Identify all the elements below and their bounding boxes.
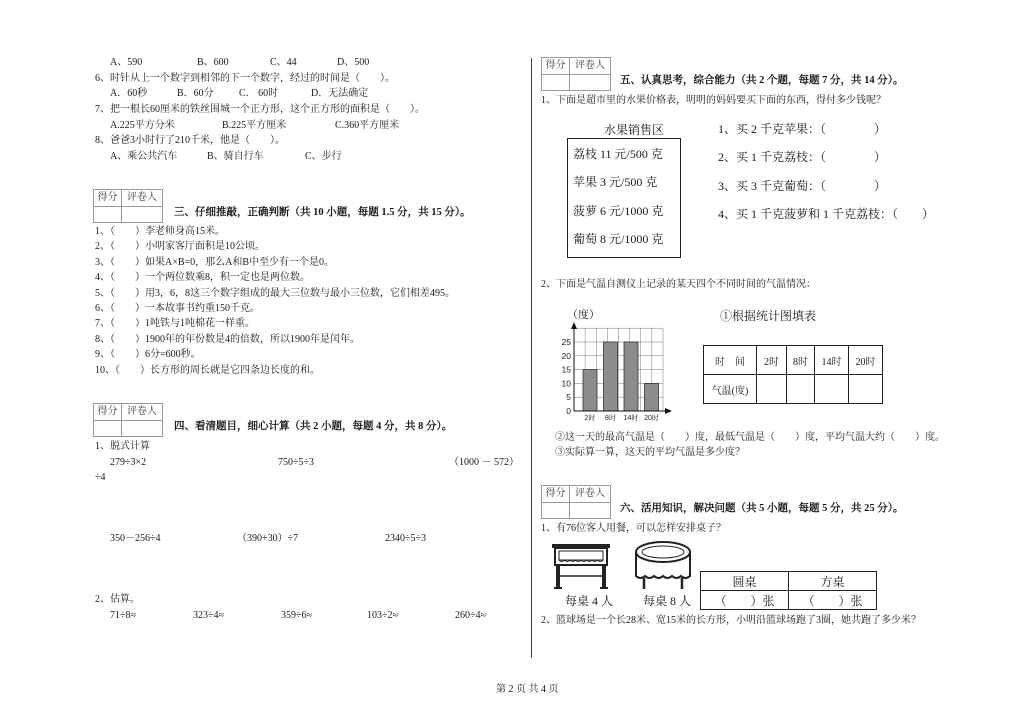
q5-option-b: B、600 — [197, 57, 229, 68]
grader-blank — [570, 75, 611, 91]
time-cell: 2时 — [757, 346, 787, 375]
price-subquestion: 3、买 3 千克葡萄：（ ） — [718, 179, 887, 193]
temperature-fill-table — [703, 345, 883, 404]
judgement-item: 5、（ ）用3，6，8这三个数字组成的最大三位数与最小三位数，它们相差495。 — [95, 288, 455, 299]
x-tick-label: 2时 — [584, 415, 596, 422]
q7-option-b: B.225平方厘米 — [222, 120, 287, 131]
answer-header-row — [701, 572, 877, 591]
temperature-answer-cell — [757, 375, 787, 404]
judgement-item: 8、（ ）1900年的年份数是4的倍数，所以1900年是闰年。 — [95, 334, 360, 345]
calc-expression: （1000 － 572） — [449, 457, 519, 468]
q8-option-a: A、乘公共汽车 — [110, 151, 178, 162]
estimate-expression: 323÷4≈ — [193, 610, 224, 621]
question-7: 7、把一根长60厘米的铁丝围城一个正方形，这个正方形的面积是（ ）。 — [95, 104, 425, 115]
temperature-subquestion-2: ②这一天的最高气温是（ ）度，最低气温是（ ）度，平均气温大约（ ）度。 — [555, 432, 945, 443]
square-table-icon — [551, 540, 611, 592]
judgement-item: 1、（ ）李老师身高15米。 — [95, 226, 225, 237]
time-row — [704, 346, 883, 375]
square-table-header: 方桌 — [789, 572, 877, 591]
time-cell: 20时 — [849, 346, 883, 375]
q6-option-b: B．60分 — [177, 88, 214, 99]
judgement-item: 6、（ ）一本故事书约重150千克。 — [95, 303, 260, 314]
x-tick-label: 8时 — [605, 415, 616, 422]
time-header-cell: 时 间 — [704, 346, 757, 375]
judgement-item: 3、（ ）如果A×B=0，那么A和B中至少有一个是0。 — [95, 257, 335, 268]
round-table-answer: （ ）张 — [701, 591, 789, 610]
score-box — [93, 189, 163, 223]
temperature-subquestion-3: ③实际算一算，这天的平均气温是多少度？ — [555, 447, 745, 458]
round-table-icon — [632, 538, 694, 592]
y-tick-label: 0 — [566, 406, 571, 416]
calc-expression: 2340÷5÷3 — [385, 533, 426, 544]
answer-row — [701, 591, 877, 610]
time-cell: 14时 — [815, 346, 849, 375]
fill-table-instruction: ①根据统计图填表 — [720, 309, 817, 323]
y-tick-label: 25 — [561, 337, 571, 347]
q6-option-a: A．60秒 — [110, 88, 148, 99]
calc-expression: 750÷5÷3 — [278, 457, 314, 468]
q7-option-a: A.225平方分米 — [110, 120, 175, 131]
table-count-answer-table — [700, 571, 877, 610]
temperature-answer-cell — [815, 375, 849, 404]
score-box — [541, 485, 611, 519]
price-subquestion: 4、买 1 千克菠萝和 1 千克荔枝：（ ） — [718, 207, 935, 221]
estimate-expression: 71÷8≈ — [110, 610, 136, 621]
estimate-expression: 103÷2≈ — [367, 610, 398, 621]
x-axis-arrow — [665, 408, 672, 414]
calc-expression-tail: ÷4 — [95, 472, 106, 483]
temperature-row-label: 气温(度) — [704, 375, 757, 404]
chart-y-axis-label: （度） — [567, 309, 600, 321]
price-item: 葡萄 8 元/1000 克 — [573, 232, 664, 246]
grader-blank — [570, 503, 611, 519]
price-item: 荔枝 11 元/500 克 — [573, 147, 663, 161]
round-table-header: 圆桌 — [701, 572, 789, 591]
temperature-bar — [645, 383, 659, 411]
estimate-question-label: 2、估算。 — [95, 594, 140, 605]
price-item: 苹果 3 元/500 克 — [573, 175, 658, 189]
question-8: 8、爸爸3小时行了210千米，他是（ ）。 — [95, 135, 285, 146]
square-table-label: 每桌 4 人 — [565, 594, 614, 608]
page-footer: 第 2 页 共 4 页 — [496, 684, 559, 695]
score-box — [93, 403, 163, 437]
grader-blank — [122, 207, 163, 223]
y-tick-label: 5 — [566, 392, 571, 403]
temperature-answer-cell — [849, 375, 883, 404]
grader-label: 评卷人 — [122, 404, 163, 421]
x-tick-label: 20时 — [644, 415, 659, 422]
section-4-heading: 四、看清题目，细心计算（共 2 小题，每题 4 分，共 8 分）。 — [174, 421, 453, 432]
price-item: 菠萝 6 元/1000 克 — [573, 204, 664, 218]
seating-question: 1、有76位客人用餐，可以怎样安排桌子？ — [541, 523, 726, 534]
grader-blank — [122, 421, 163, 437]
score-box — [541, 57, 611, 91]
price-subquestion: 1、买 2 千克苹果：（ ） — [718, 122, 887, 136]
judgement-item: 10、（ ）长方形的周长就是它四条边长度的和。 — [95, 365, 320, 376]
judgement-item: 9、（ ）6分=600秒。 — [95, 349, 201, 360]
price-subquestion: 2、买 1 千克荔枝：（ ） — [718, 150, 887, 164]
price-question: 1、下面是超市里的水果价格表，明明的妈妈要买下面的东西，得付多少钱呢？ — [541, 95, 886, 106]
q5-option-a: A、590 — [110, 57, 143, 68]
score-blank — [94, 421, 122, 437]
judgement-item: 2、（ ）小明家客厅面积是10公顷。 — [95, 241, 265, 252]
score-label: 得分 — [94, 190, 122, 207]
round-table-label: 每桌 8 人 — [643, 594, 692, 608]
score-blank — [542, 503, 570, 519]
grader-label: 评卷人 — [570, 58, 611, 75]
temperature-bar — [583, 370, 597, 411]
q8-option-c: C、步行 — [305, 151, 342, 162]
q8-option-b: B、骑自行车 — [207, 151, 264, 162]
judgement-item: 7、（ ）1吨铁与1吨棉花一样重。 — [95, 318, 255, 329]
question-6: 6、时针从上一个数字到相邻的下一个数字，经过的时间是（ ）。 — [95, 73, 395, 84]
temperature-bar — [604, 342, 618, 411]
score-label: 得分 — [94, 404, 122, 421]
calc-question-label: 1、脱式计算 — [95, 441, 150, 452]
judgement-item: 4、（ ）一个两位数乘8，积一定也是两位数。 — [95, 272, 310, 283]
section-6-heading: 六、活用知识，解决问题（共 5 小题，每题 5 分，共 25 分）。 — [620, 503, 904, 514]
time-cell: 8时 — [787, 346, 815, 375]
temperature-bar — [624, 342, 638, 411]
grader-label: 评卷人 — [570, 486, 611, 503]
temperature-answer-cell — [787, 375, 815, 404]
basketball-question: 2、篮球场是一个长28米、宽15米的长方形，小明沿篮球场跑了3圈，她共跑了多少米？ — [541, 615, 921, 626]
y-axis-arrow — [571, 322, 577, 329]
column-divider — [531, 58, 532, 658]
calc-expression: （390+30）÷7 — [237, 533, 299, 544]
q5-option-c: C、44 — [270, 57, 297, 68]
temperature-bar-chart — [555, 303, 675, 425]
temperature-question: 2、下面是气温自测仪上记录的某天四个不同时间的气温情况： — [541, 279, 816, 290]
section-5-heading: 五、认真思考，综合能力（共 2 个题，每题 7 分，共 14 分）。 — [620, 75, 904, 86]
estimate-expression: 260÷4≈ — [455, 610, 486, 621]
y-tick-label: 10 — [561, 378, 571, 389]
score-blank — [542, 75, 570, 91]
x-tick-label: 14时 — [623, 415, 639, 422]
square-table-answer: （ ）张 — [789, 591, 877, 610]
estimate-expression: 359÷6≈ — [281, 610, 312, 621]
q6-option-c: C． 60时 — [239, 88, 279, 99]
temperature-row — [704, 375, 883, 404]
price-board-title: 水果销售区 — [604, 123, 665, 137]
score-label: 得分 — [542, 58, 570, 75]
section-3-heading: 三、仔细推敲，正确判断（共 10 小题，每题 1.5 分，共 15 分）。 — [174, 207, 471, 218]
q7-option-c: C.360平方厘米 — [335, 120, 400, 131]
score-blank — [94, 207, 122, 223]
score-label: 得分 — [542, 486, 570, 503]
q6-option-d: D．无法确定 — [311, 88, 369, 99]
y-tick-label: 20 — [561, 350, 571, 361]
calc-expression: 279÷3×2 — [110, 457, 147, 468]
calc-expression: 350－256÷4 — [110, 533, 161, 544]
q5-option-d: D、500 — [337, 57, 370, 68]
y-tick-label: 15 — [561, 364, 571, 375]
grader-label: 评卷人 — [122, 190, 163, 207]
